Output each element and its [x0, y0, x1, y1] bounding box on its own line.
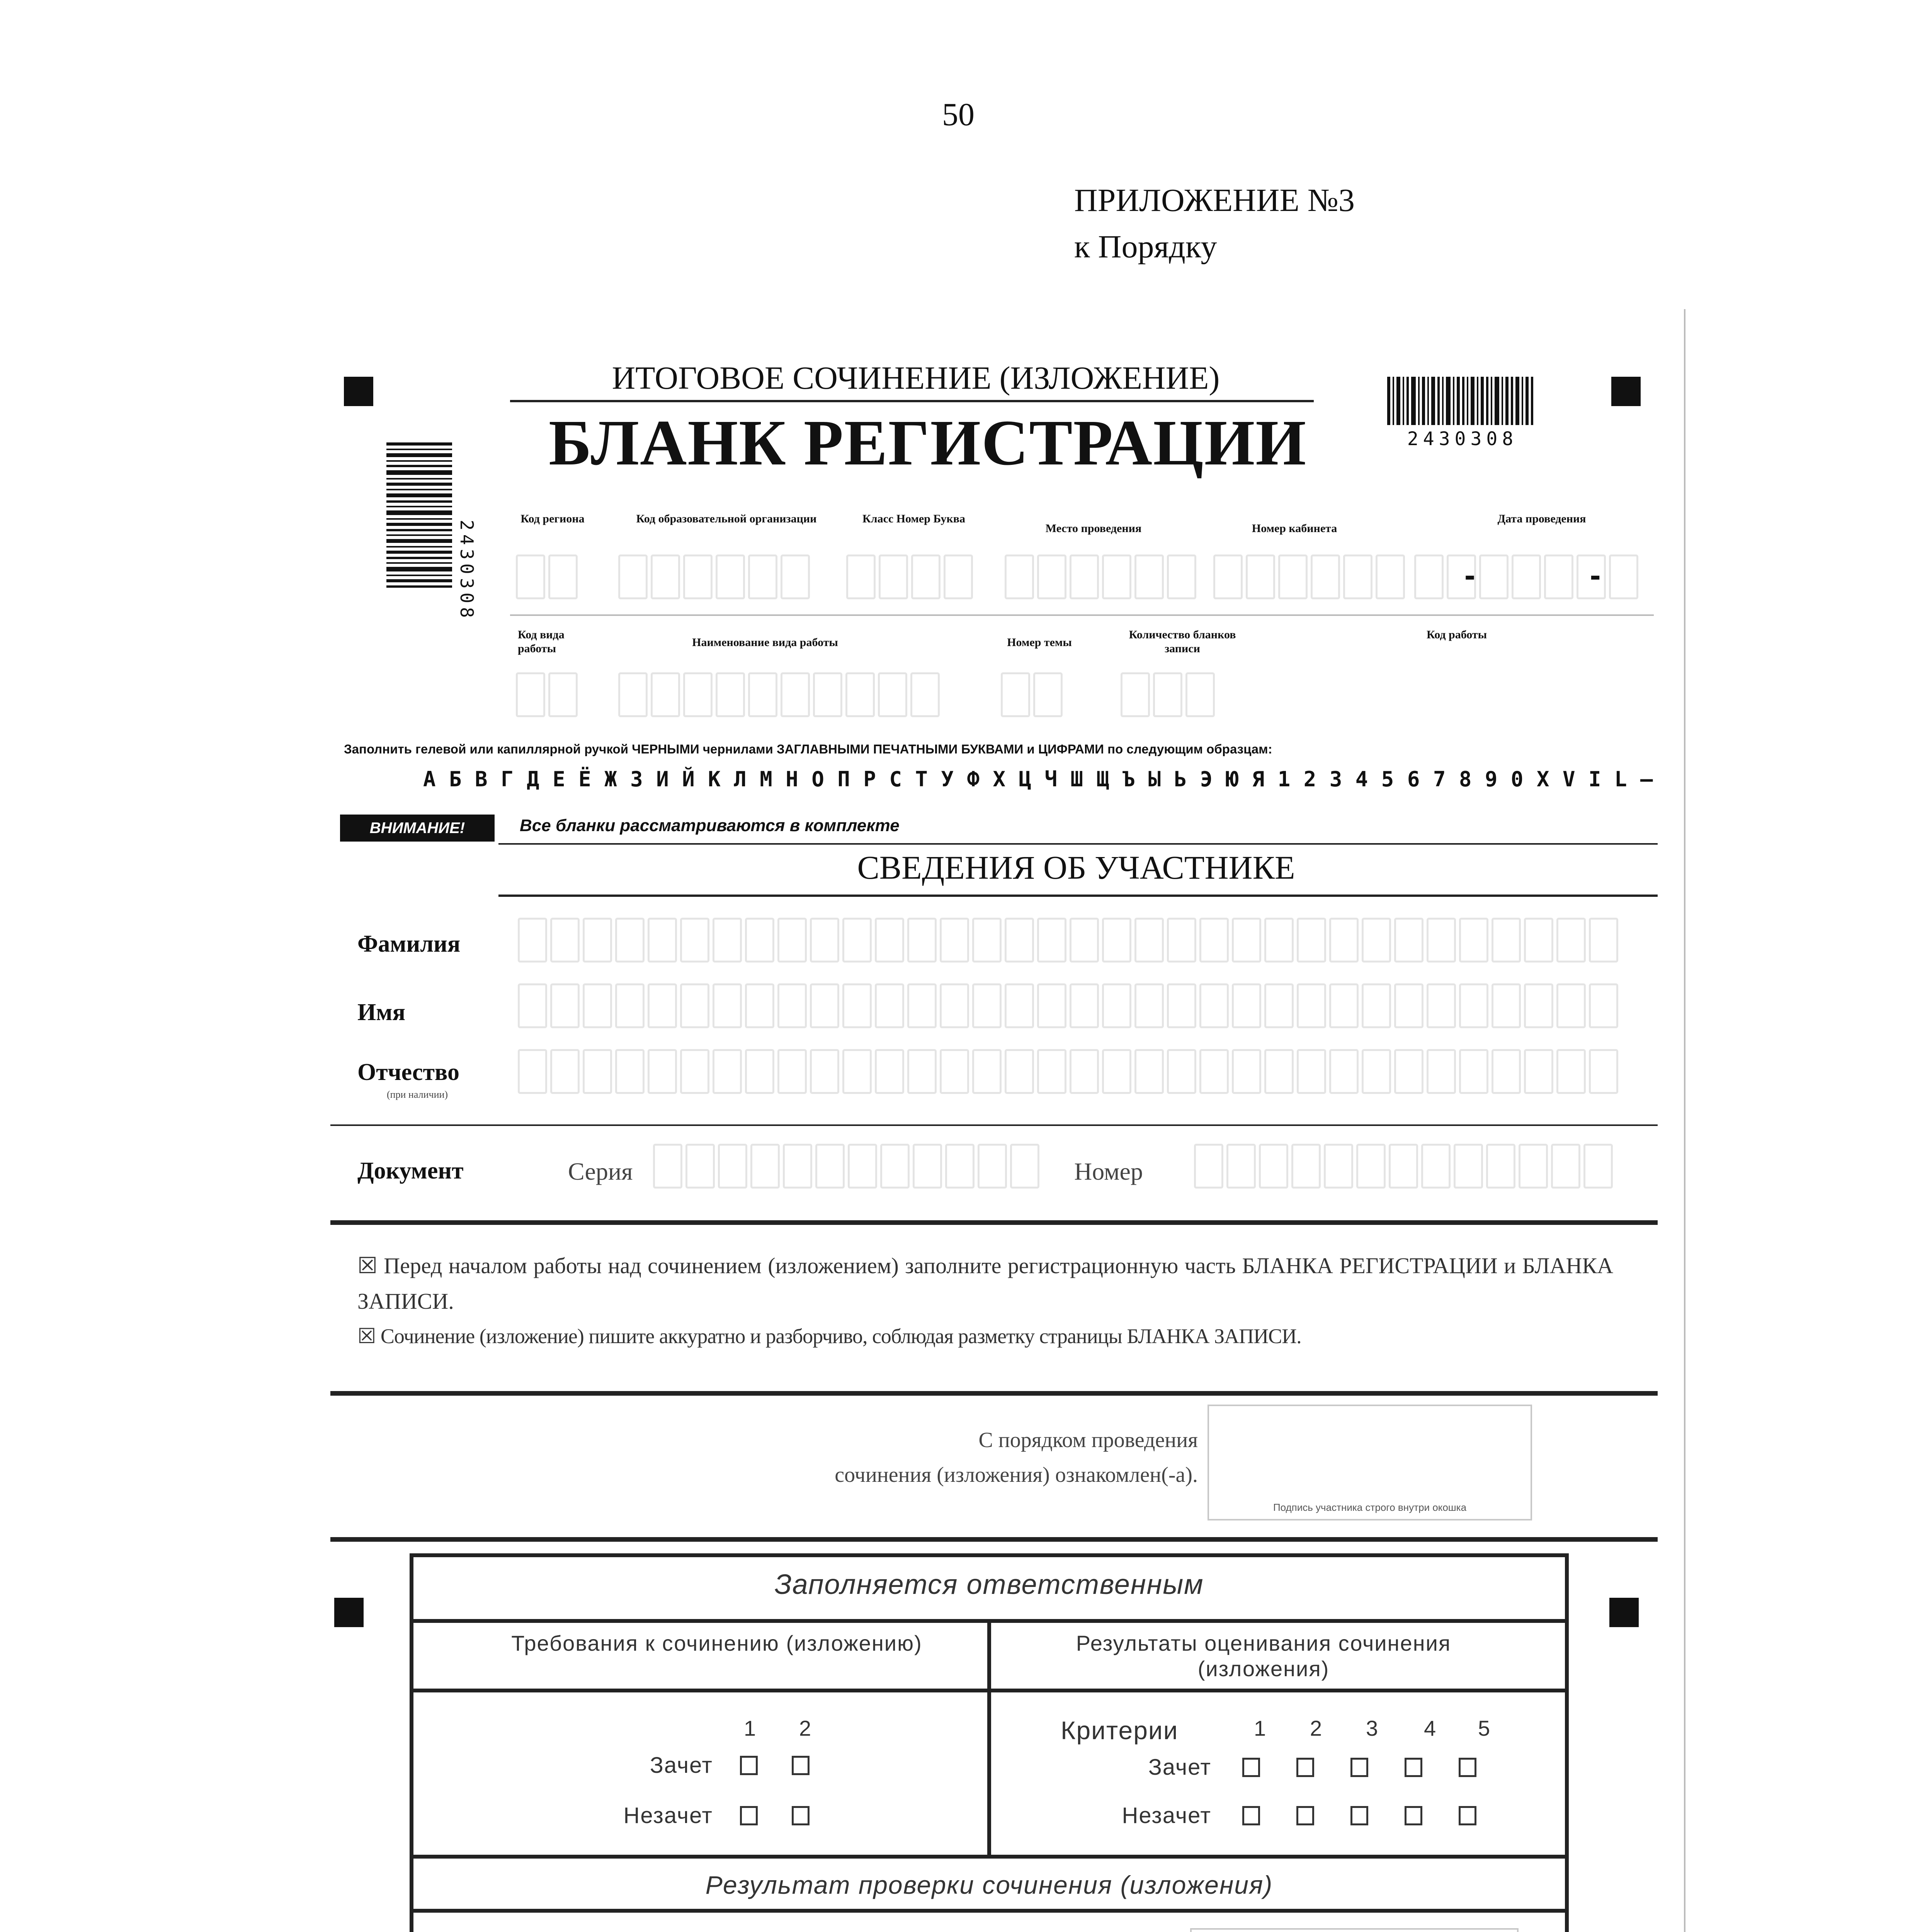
- req-num-2: 2: [799, 1716, 812, 1740]
- input-room[interactable]: [1213, 554, 1405, 599]
- corner-marker-mid-left: [334, 1598, 364, 1627]
- req-pass-row: [614, 1752, 810, 1778]
- input-patronymic[interactable]: [518, 1049, 1618, 1094]
- input-sheets-count[interactable]: [1121, 672, 1215, 717]
- series-label: Серия: [568, 1158, 633, 1185]
- input-region-code[interactable]: [516, 554, 578, 599]
- header-sheets-count: Количество бланков записи: [1129, 628, 1236, 655]
- header-topic-number: Номер темы: [1007, 636, 1072, 649]
- req-fail-checkbox-1[interactable]: [740, 1806, 758, 1825]
- req-pass-checkbox-1[interactable]: [740, 1756, 758, 1775]
- input-name[interactable]: [518, 983, 1618, 1028]
- check-result-title: Результат проверки сочинения (изложения): [705, 1871, 1273, 1899]
- criteria-num-3: 3: [1366, 1716, 1379, 1740]
- res-fail-checkbox-3[interactable]: [1350, 1806, 1368, 1825]
- corner-marker-top-right: [1611, 377, 1641, 406]
- name-label: Имя: [357, 999, 405, 1026]
- res-fail-checkbox-4[interactable]: [1405, 1806, 1422, 1825]
- participant-title-underline: [498, 895, 1658, 897]
- notes-underline: [330, 1391, 1658, 1396]
- res-pass-label: Зачет: [1148, 1755, 1211, 1780]
- acquaint-line1: С порядком проведения: [978, 1428, 1198, 1452]
- header-place: Место проведения: [1045, 522, 1142, 535]
- input-work-type-code[interactable]: [516, 672, 578, 717]
- participant-signature-caption: Подпись участника строго внутри окошка: [1273, 1502, 1467, 1513]
- results-header: Результаты оценивания сочинения (изложения): [1076, 1631, 1451, 1681]
- responsible-title: Заполняется ответственным: [774, 1569, 1204, 1600]
- participant-signature-box[interactable]: [1208, 1405, 1532, 1520]
- form-right-edge: [1684, 309, 1685, 1932]
- input-topic-number[interactable]: [1001, 672, 1063, 717]
- header-date: Дата проведения: [1497, 512, 1586, 525]
- date-separators: - -: [1464, 557, 1612, 593]
- name-block-underline: [330, 1124, 1658, 1126]
- res-pass-checkbox-1[interactable]: [1242, 1758, 1260, 1777]
- header-work-type-code: Код вида работы: [518, 628, 565, 655]
- res-fail-row: [1082, 1803, 1476, 1828]
- document-underline: [330, 1220, 1658, 1225]
- note-write-carefully: ☒ Сочинение (изложение) пишите аккуратно и разборчиво, соблюдая разметку страницы БЛАНКА ЗАПИСИ.: [357, 1325, 1301, 1348]
- req-num-1: 1: [744, 1716, 757, 1740]
- req-pass-checkbox-2[interactable]: [792, 1756, 810, 1775]
- input-place[interactable]: [1005, 554, 1196, 599]
- acquaint-underline: [330, 1537, 1658, 1542]
- appendix-title: ПРИЛОЖЕНИЕ №3: [1074, 182, 1355, 218]
- criteria-num-4: 4: [1424, 1716, 1437, 1740]
- headers-line: [410, 1689, 1569, 1692]
- criteria-num-5: 5: [1478, 1716, 1491, 1740]
- participant-section-title: СВЕДЕНИЯ ОБ УЧАСТНИКЕ: [857, 849, 1295, 886]
- requirements-header: Требования к сочинению (изложению): [511, 1631, 922, 1655]
- note-fill-registration: ☒ Перед началом работы над сочинением (изложением) заполните регистрационную часть БЛАНКА РЕГИСТРАЦИИ и БЛАНКА ЗАПИСИ.: [357, 1253, 1613, 1314]
- input-document-number[interactable]: [1194, 1144, 1613, 1189]
- header-region: Код региона: [520, 512, 585, 525]
- res-pass-checkbox-4[interactable]: [1405, 1758, 1422, 1777]
- criteria-label: Критерии: [1061, 1716, 1179, 1745]
- appendix-subtitle: к Порядку: [1074, 229, 1217, 265]
- sample-characters: А Б В Г Д Е Ё Ж З И Й К Л М Н О П Р С Т У Ф Х Ц Ч Ш Щ Ъ Ы Ь Э Ю Я 1 2 3 4 5 6 7 8 9 0 X V I L –: [423, 767, 1653, 791]
- req-pass-label: Зачет: [650, 1753, 713, 1778]
- res-fail-label: Незачет: [1122, 1803, 1211, 1828]
- corner-marker-top-left: [344, 377, 373, 406]
- res-fail-checkbox-2[interactable]: [1296, 1806, 1314, 1825]
- header-class: Класс Номер Буква: [862, 512, 965, 525]
- input-org-code[interactable]: [618, 554, 810, 599]
- check-title-line: [410, 1909, 1569, 1913]
- req-fail-label: Незачет: [623, 1803, 713, 1828]
- surname-label: Фамилия: [357, 931, 461, 957]
- criteria-num-2: 2: [1310, 1716, 1323, 1740]
- header-room: Номер кабинета: [1252, 522, 1337, 535]
- corner-marker-mid-right: [1609, 1598, 1639, 1627]
- input-surname[interactable]: [518, 918, 1618, 963]
- grading-line: [410, 1855, 1569, 1859]
- header-work-code: Код работы: [1426, 628, 1487, 641]
- header-work-type-name: Наименование вида работы: [692, 636, 838, 649]
- top-barcode-number: 2430308: [1407, 428, 1518, 450]
- res-pass-checkbox-5[interactable]: [1459, 1758, 1476, 1777]
- acquaint-line2: сочинения (изложения) ознакомлен(-а).: [835, 1463, 1198, 1487]
- document-label: Документ: [357, 1158, 464, 1184]
- patronymic-label: Отчество: [357, 1059, 459, 1085]
- patronymic-note: (при наличии): [386, 1089, 448, 1100]
- number-label: Номер: [1074, 1158, 1143, 1185]
- input-document-series[interactable]: [653, 1144, 1039, 1189]
- res-pass-checkbox-2[interactable]: [1296, 1758, 1314, 1777]
- page-number: 50: [942, 97, 975, 133]
- form-subtitle: ИТОГОВОЕ СОЧИНЕНИЕ (ИЗЛОЖЕНИЕ): [612, 360, 1220, 396]
- columns-divider: [987, 1621, 991, 1857]
- req-fail-checkbox-2[interactable]: [792, 1806, 810, 1825]
- subtitle-underline: [510, 400, 1314, 402]
- res-pass-row: [1113, 1754, 1476, 1780]
- header-org: Код образовательной организации: [636, 512, 817, 525]
- input-class[interactable]: [846, 554, 973, 599]
- attention-badge: ВНИМАНИЕ!: [340, 815, 495, 842]
- input-work-type-name[interactable]: [618, 672, 940, 717]
- res-fail-checkbox-1[interactable]: [1242, 1806, 1260, 1825]
- row1-separator: [510, 614, 1654, 616]
- res-pass-checkbox-3[interactable]: [1350, 1758, 1368, 1777]
- vertical-barcode-number: 2430308: [456, 520, 477, 622]
- res-fail-checkbox-5[interactable]: [1459, 1806, 1476, 1825]
- form-title: БЛАНК РЕГИСТРАЦИИ: [549, 407, 1307, 479]
- attention-underline: [498, 843, 1658, 845]
- req-fail-row: [576, 1803, 810, 1828]
- criteria-num-1: 1: [1254, 1716, 1267, 1740]
- fill-instruction: Заполнить гелевой или капиллярной ручкой ЧЕРНЫМИ чернилами ЗАГЛАВНЫМИ ПЕЧАТНЫМИ БУКВАМИ и ЦИФРАМИ по следующим образцам:: [344, 742, 1272, 756]
- attention-text: Все бланки рассматриваются в комплекте: [520, 816, 900, 835]
- responsible-signature-box[interactable]: [1190, 1928, 1519, 1932]
